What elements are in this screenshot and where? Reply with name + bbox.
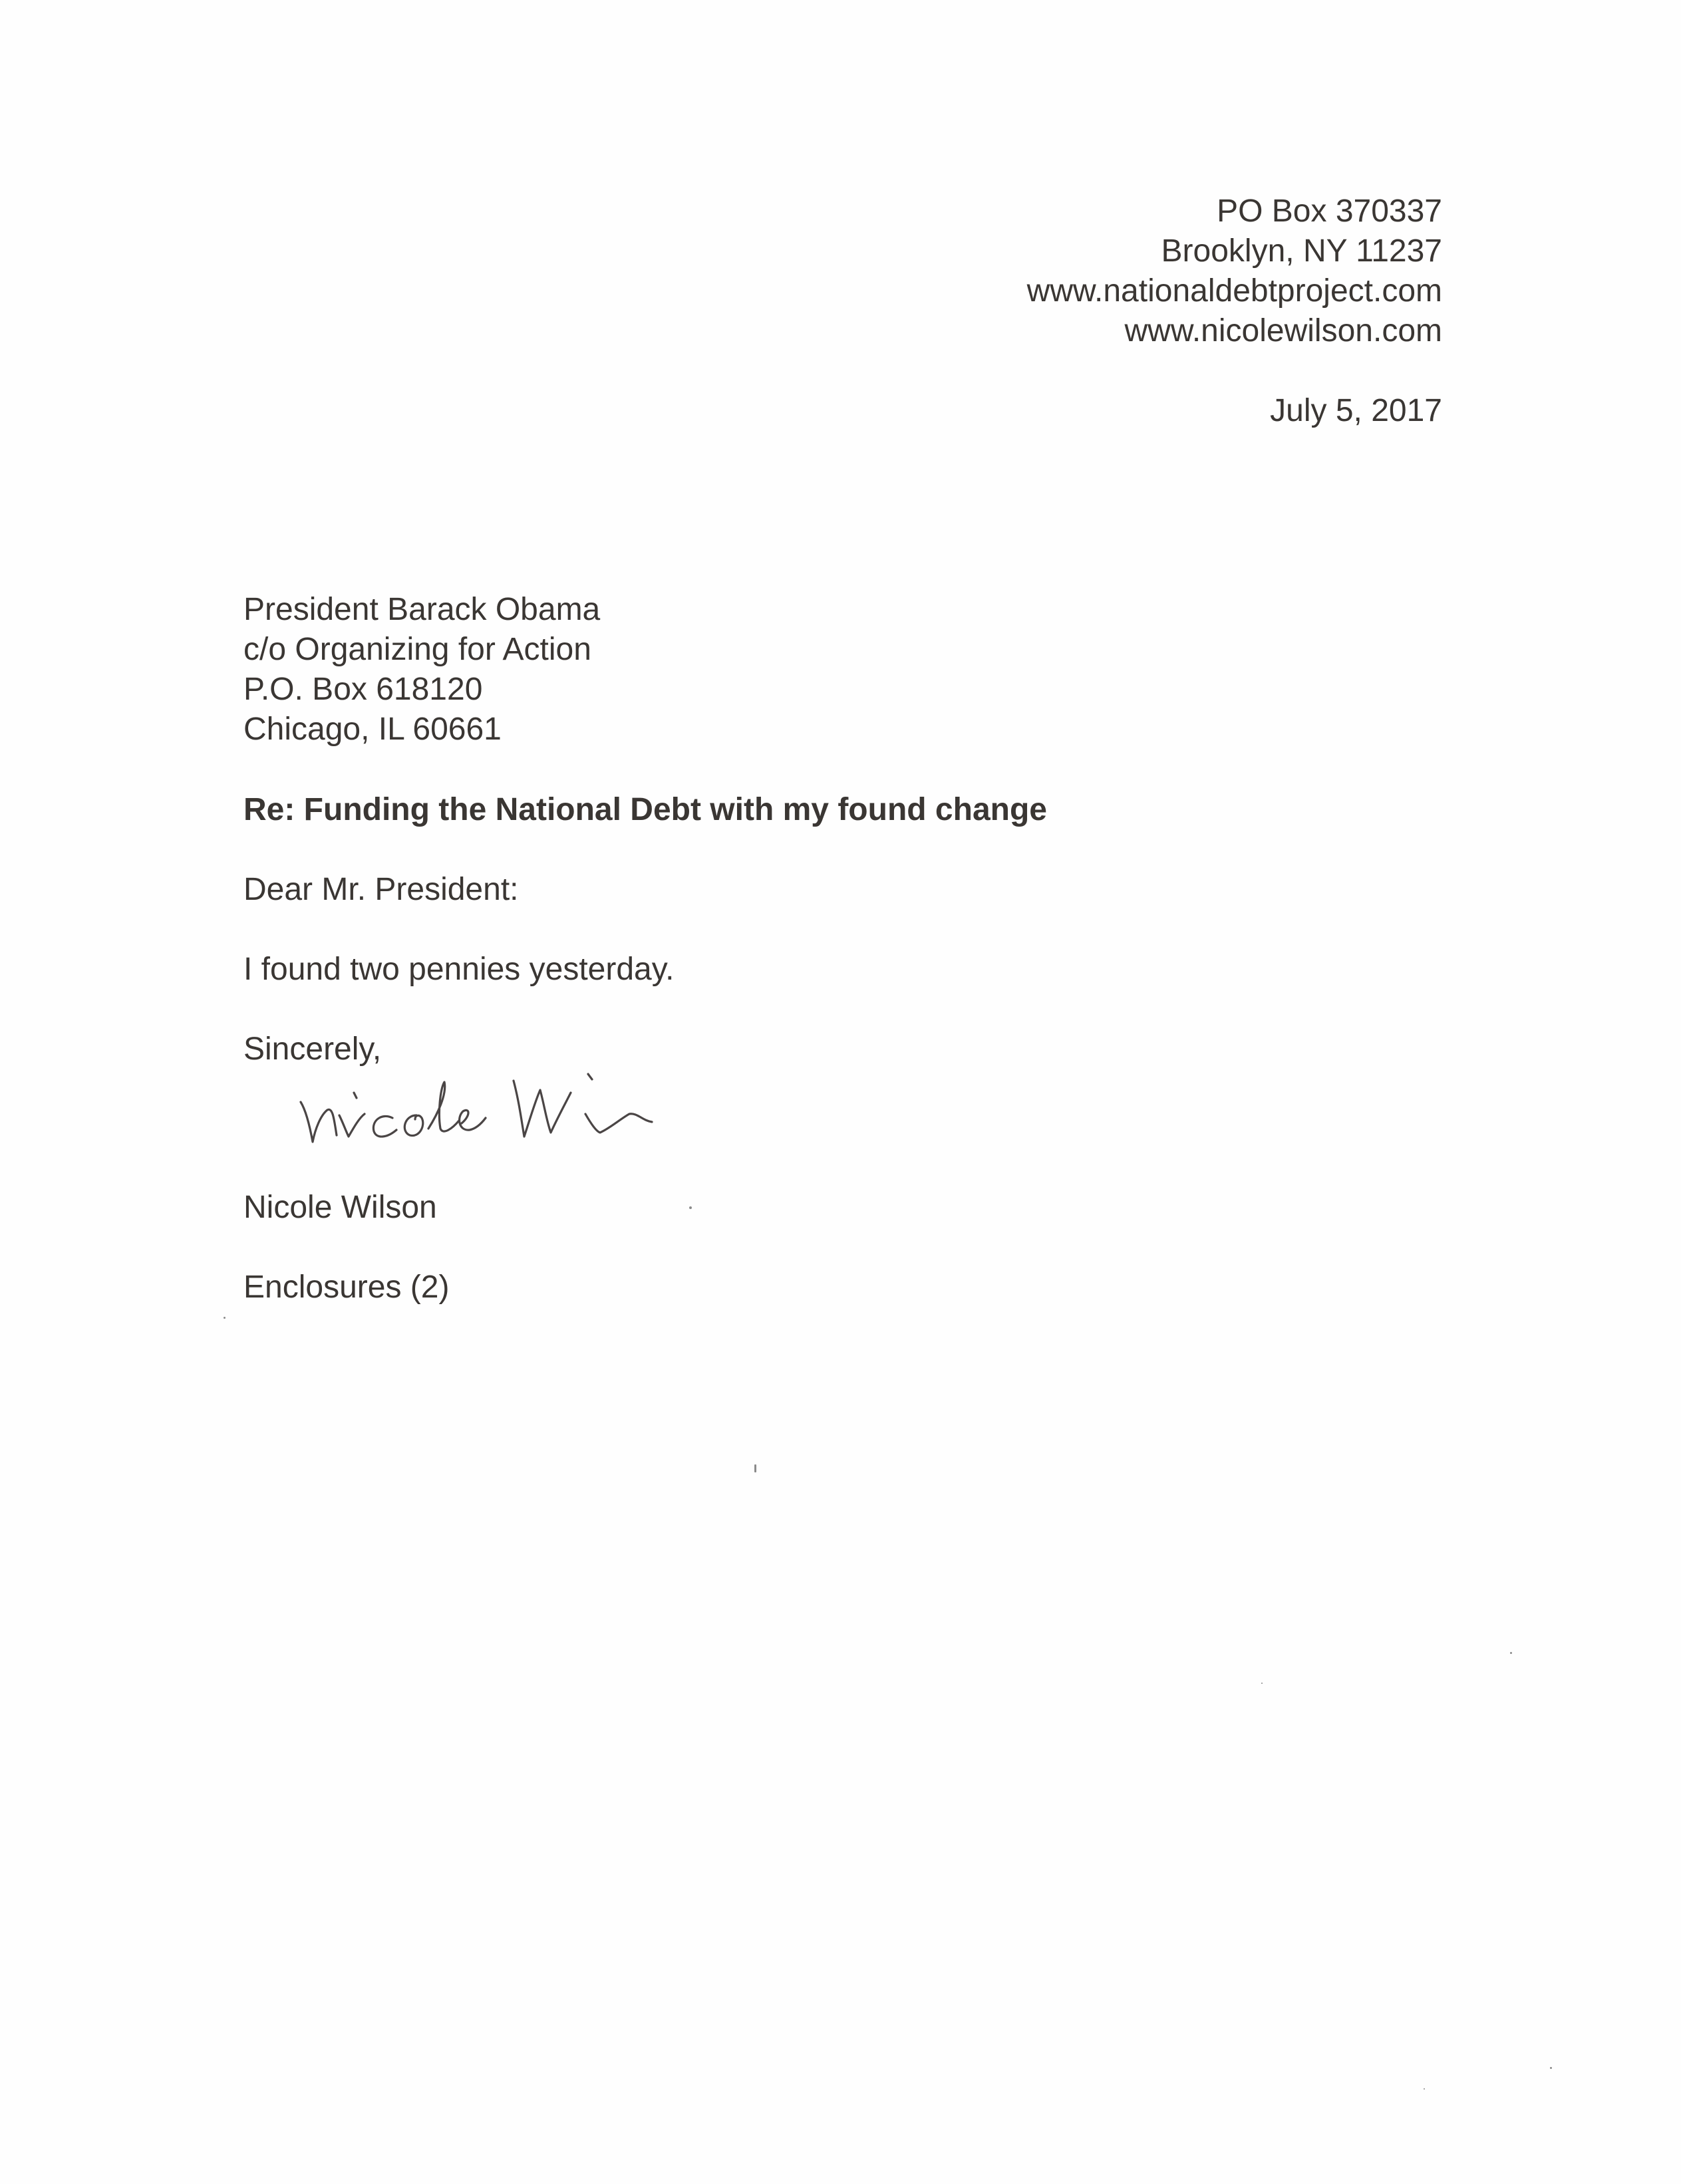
recipient-name: President Barack Obama	[243, 592, 601, 627]
sender-address-line1: PO Box 370337	[1217, 194, 1442, 229]
recipient-address-block	[243, 590, 600, 750]
sender-address-block	[1027, 192, 1442, 351]
scan-speck	[1424, 2088, 1425, 2090]
scan-speck	[1261, 1683, 1263, 1684]
scan-speck	[224, 1317, 226, 1319]
sender-website-link: www.nationaldebtproject.com	[1026, 273, 1442, 309]
sender-website-link-personal: www.nicolewilson.com	[1124, 313, 1442, 348]
letter-date: July 5, 2017	[1270, 393, 1442, 428]
scan-speck	[1550, 2067, 1552, 2069]
recipient-po-box: P.O. Box 618120	[243, 672, 483, 707]
scan-speck	[689, 1206, 692, 1209]
recipient-care-of: c/o Organizing for Action	[243, 632, 591, 667]
letter-body: I found two pennies yesterday.	[243, 952, 675, 987]
recipient-city-state-zip: Chicago, IL 60661	[243, 712, 502, 747]
subject-line: Re: Funding the National Debt with my found change	[243, 792, 1047, 827]
enclosures-note: Enclosures (2)	[243, 1270, 450, 1305]
closing: Sincerely,	[243, 1031, 382, 1067]
signer-name: Nicole Wilson	[243, 1190, 437, 1225]
handwritten-signature	[293, 1054, 705, 1151]
scan-speck	[754, 1464, 756, 1472]
scan-speck	[1510, 1652, 1512, 1654]
sender-address-line2: Brooklyn, NY 11237	[1161, 233, 1442, 269]
salutation: Dear Mr. President:	[243, 872, 519, 907]
